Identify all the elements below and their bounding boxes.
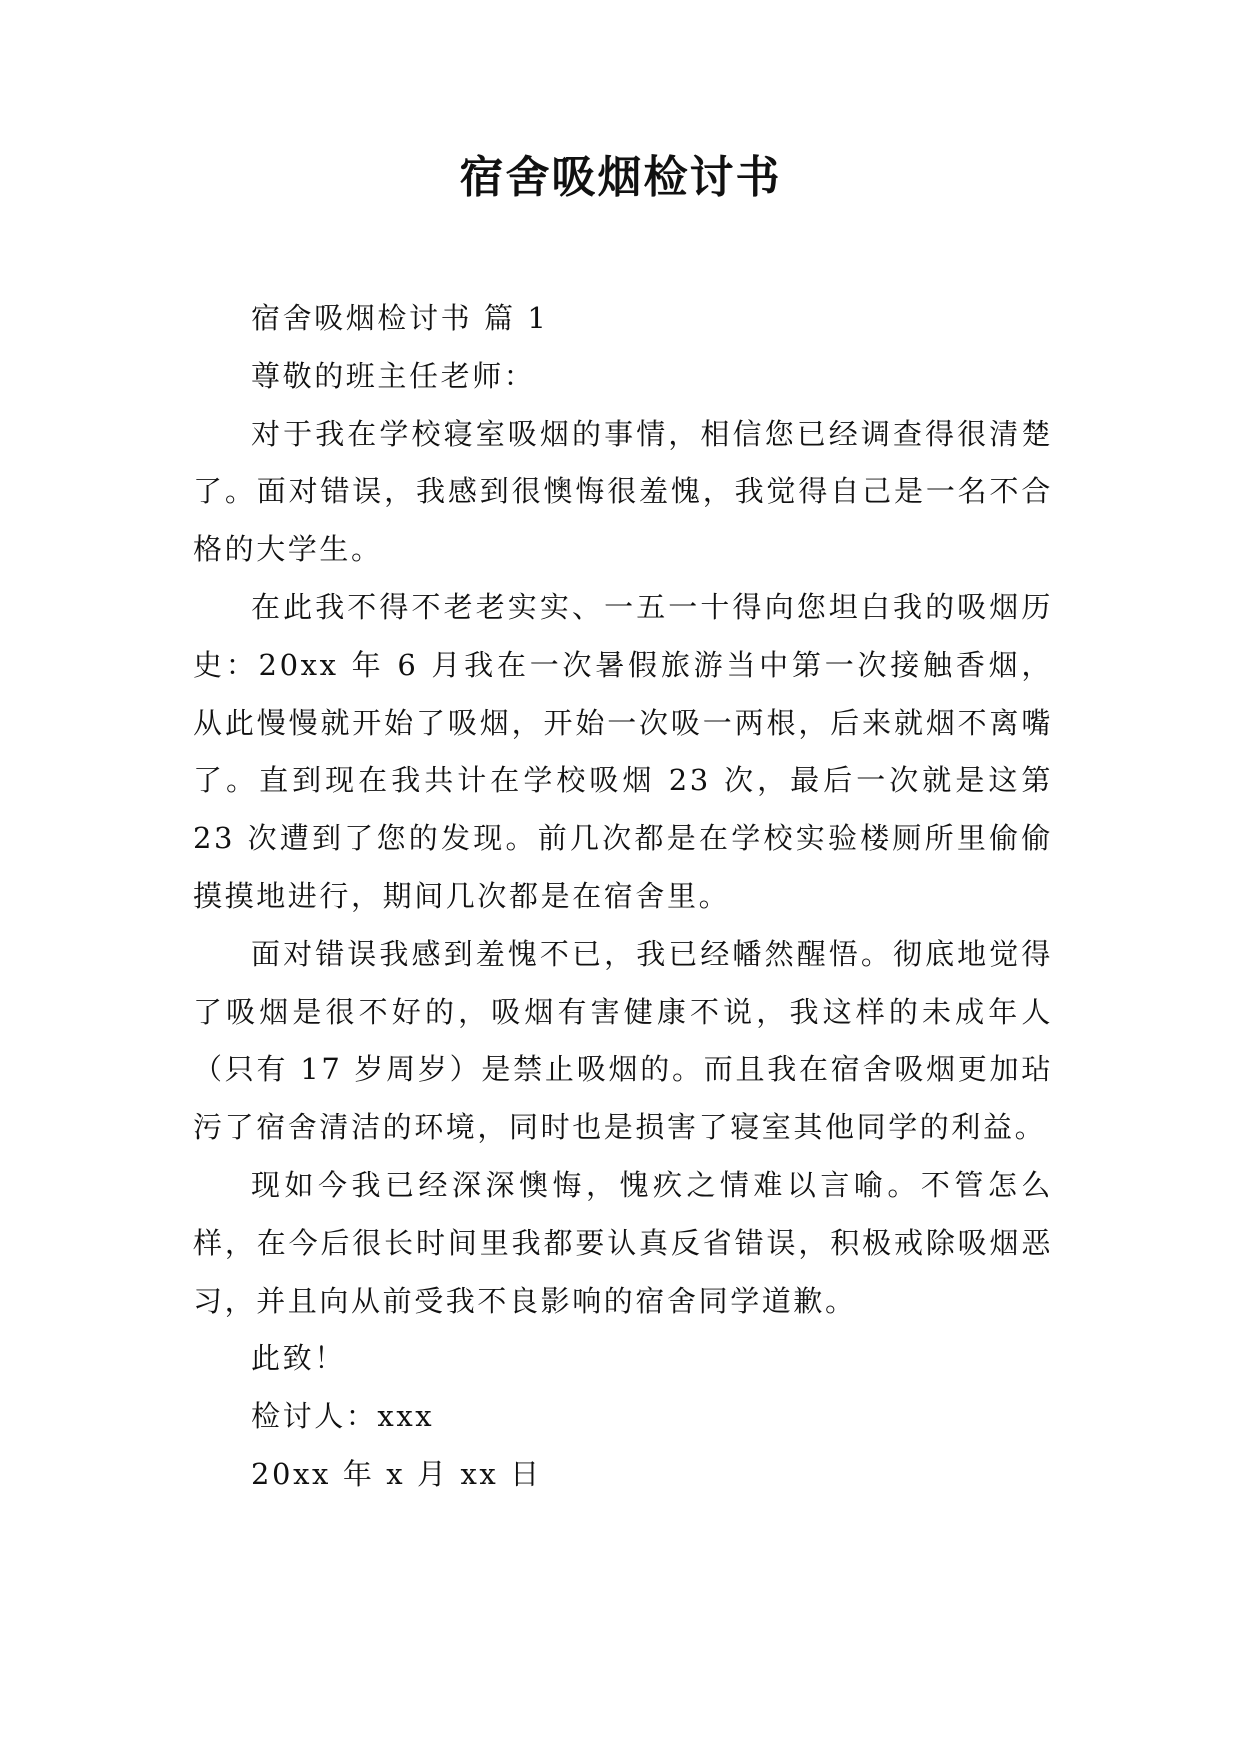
date-line: 20xx 年 x 月 xx 日	[251, 1456, 542, 1491]
document-body	[193, 290, 1053, 1504]
body-paragraph: 现如今我已经深深懊悔，愧疚之情难以言喻。不管怎么样，在今后很长时间里我都要认真反省错误，积极戒除吸烟恶习，并且向从前受我不良影响的宿舍同学道歉。	[193, 1167, 1053, 1318]
section-heading: 宿舍吸烟检讨书 篇 1	[251, 301, 549, 335]
salutation: 尊敬的班主任老师：	[251, 358, 536, 393]
body-paragraph: 对于我在学校寝室吸烟的事情，相信您已经调查得很清楚了。面对错误，我感到很懊悔很羞愧，我觉得自己是一名不合格的大学生。	[193, 416, 1053, 567]
document-title: 宿舍吸烟检讨书	[459, 152, 782, 203]
signature-line: 检讨人：xxx	[251, 1399, 435, 1434]
closing-phrase: 此致！	[251, 1341, 346, 1376]
body-paragraph: 面对错误我感到羞愧不已，我已经幡然醒悟。彻底地觉得了吸烟是很不好的，吸烟有害健康不说，我这样的未成年人（只有 17 岁周岁）是禁止吸烟的。而且我在宿舍吸烟更加玷污了宿舍清洁的环境，同时也是损害了寝室其他同学的利益。	[193, 936, 1053, 1145]
body-paragraph: 在此我不得不老老实实、一五一十得向您坦白我的吸烟历史：20xx 年 6 月我在一次暑假旅游当中第一次接触香烟，从此慢慢就开始了吸烟，开始一次吸一两根，后来就烟不离嘴了。直到现在我共计在学校吸烟 23 次，最后一次就是这第 23 次遭到了您的发现。前几次都是在学校实验楼厕所里偷偷摸摸地进行，期间几次都是在宿舍里。	[193, 589, 1053, 913]
